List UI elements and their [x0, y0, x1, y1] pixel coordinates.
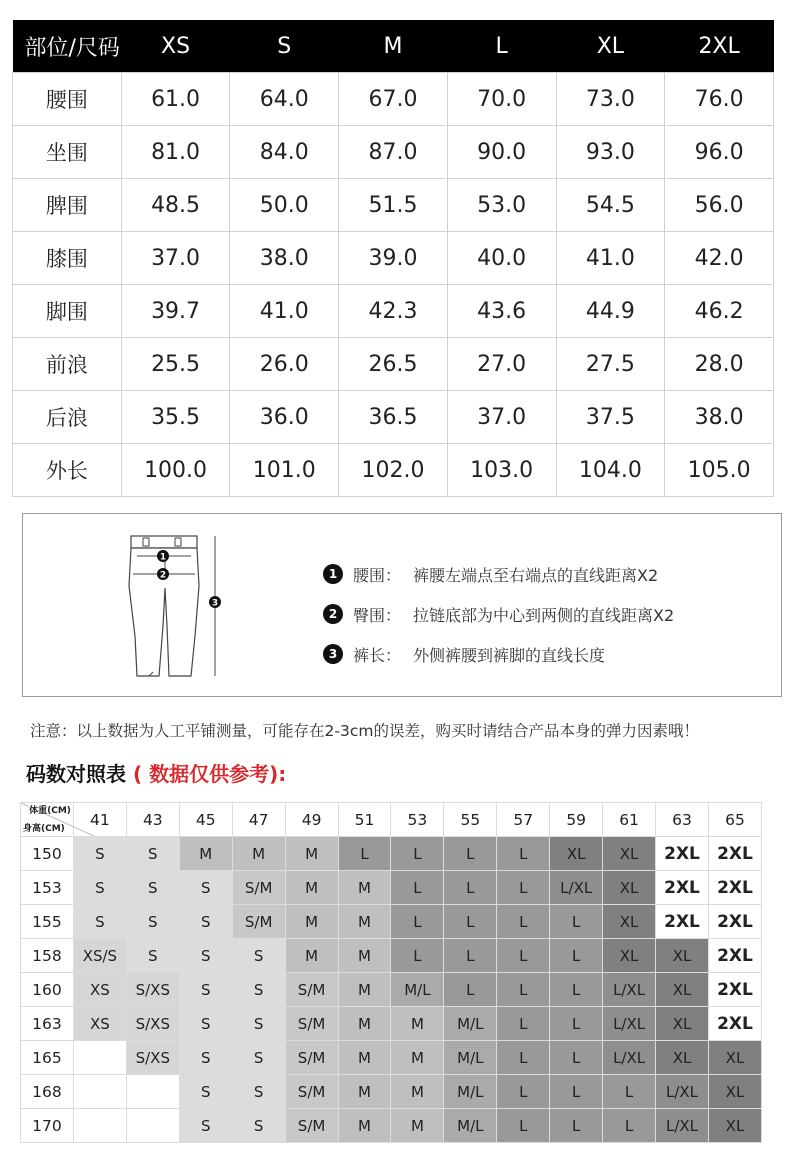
measure-label: 外长 [13, 444, 122, 497]
size-cell: M [285, 871, 338, 905]
size-cell: L/XL [656, 1109, 709, 1143]
size-cell: L [497, 871, 550, 905]
number-badge-icon: 2 [323, 604, 343, 624]
size-cell: L/XL [603, 1041, 656, 1075]
measure-value: 70.0 [447, 73, 556, 126]
measure-value: 42.0 [665, 232, 774, 285]
size-chart-title [26, 758, 286, 787]
legend-desc: 裤腰左端点至右端点的直线距离X2 [413, 565, 659, 585]
size-cell: S [232, 1007, 285, 1041]
measure-value: 105.0 [665, 444, 774, 497]
size-cell: XL [656, 1007, 709, 1041]
measure-value: 37.0 [121, 232, 230, 285]
measure-value: 37.5 [556, 391, 665, 444]
measurement-note: 注意：以上数据为人工平铺测量，可能存在2-3cm的误差，购买时请结合产品本身的弹力因素哦！ [30, 722, 699, 740]
size-cell: XL [603, 837, 656, 871]
legend-name: 臀围： [353, 605, 402, 625]
size-cell: S [179, 1109, 232, 1143]
weight-cell: 63 [656, 803, 709, 837]
size-cell: S [232, 1075, 285, 1109]
header-cell: L [447, 20, 556, 73]
height-row [21, 871, 762, 905]
size-cell: M [338, 871, 391, 905]
measure-value: 27.5 [556, 338, 665, 391]
size-cell: L [550, 973, 603, 1007]
size-table-row [13, 126, 774, 179]
size-cell [73, 1041, 126, 1075]
measure-value: 42.3 [339, 285, 448, 338]
measure-value: 39.0 [339, 232, 448, 285]
measurement-diagram-panel [22, 513, 782, 697]
measure-value: 87.0 [339, 126, 448, 179]
measure-value: 96.0 [665, 126, 774, 179]
size-cell: S [126, 939, 179, 973]
height-cell: 150 [21, 837, 74, 871]
size-cell: M [338, 1075, 391, 1109]
size-table-row [13, 391, 774, 444]
size-cell: S/XS [126, 1041, 179, 1075]
measure-value: 35.5 [121, 391, 230, 444]
size-cell [126, 1075, 179, 1109]
size-lookup-grid [20, 802, 762, 1143]
size-cell: S [73, 871, 126, 905]
size-cell: S/M [285, 1007, 338, 1041]
size-cell: L [550, 1007, 603, 1041]
size-cell: M [179, 837, 232, 871]
size-cell: L [497, 939, 550, 973]
size-cell: S [73, 837, 126, 871]
size-cell: M [338, 905, 391, 939]
weight-header-row [21, 803, 762, 837]
size-cell: S/M [285, 1075, 338, 1109]
height-cell: 160 [21, 973, 74, 1007]
size-cell: L [497, 905, 550, 939]
weight-cell: 59 [550, 803, 603, 837]
size-cell: M/L [444, 1007, 497, 1041]
size-cell: XL [550, 837, 603, 871]
size-table [12, 20, 774, 497]
measure-value: 100.0 [121, 444, 230, 497]
size-cell: M [391, 1041, 444, 1075]
measure-value: 44.9 [556, 285, 665, 338]
measure-value: 61.0 [121, 73, 230, 126]
size-cell: 2XL [708, 1007, 761, 1041]
weight-cell: 49 [285, 803, 338, 837]
header-cell: 2XL [665, 20, 774, 73]
weight-cell: 47 [232, 803, 285, 837]
size-cell: L [497, 837, 550, 871]
size-cell: S [126, 905, 179, 939]
height-row [21, 1007, 762, 1041]
height-axis-label: 身高(CM) [23, 824, 65, 834]
weight-cell: 55 [444, 803, 497, 837]
measure-label: 脚围 [13, 285, 122, 338]
measure-label: 坐围 [13, 126, 122, 179]
size-cell: L [497, 1007, 550, 1041]
measure-value: 43.6 [447, 285, 556, 338]
measure-value: 53.0 [447, 179, 556, 232]
size-cell: L/XL [656, 1075, 709, 1109]
legend-item-hip [323, 594, 674, 634]
size-table-row [13, 338, 774, 391]
size-cell: S/XS [126, 1007, 179, 1041]
number-badge-icon: 3 [323, 644, 343, 664]
size-cell: L [603, 1075, 656, 1109]
size-cell: M [232, 837, 285, 871]
size-cell: S [179, 1075, 232, 1109]
size-cell: M [338, 1109, 391, 1143]
size-cell: M [285, 837, 338, 871]
height-cell: 170 [21, 1109, 74, 1143]
marker-1: 1 [159, 552, 167, 563]
size-cell: L [497, 973, 550, 1007]
size-cell [126, 1109, 179, 1143]
legend-item-waist [323, 554, 674, 594]
size-cell: L [550, 1041, 603, 1075]
measure-value: 104.0 [556, 444, 665, 497]
size-cell: S [232, 939, 285, 973]
size-cell: S/M [285, 1109, 338, 1143]
size-cell: S [73, 905, 126, 939]
height-row [21, 939, 762, 973]
size-cell: S [232, 1041, 285, 1075]
size-cell: XL [603, 905, 656, 939]
size-cell: 2XL [708, 973, 761, 1007]
size-cell: L [550, 905, 603, 939]
weight-axis-label: 体重(CM) [29, 806, 71, 816]
measure-label: 腰围 [13, 73, 122, 126]
height-row [21, 905, 762, 939]
size-cell: L/XL [603, 1007, 656, 1041]
size-cell: XS [73, 1007, 126, 1041]
height-cell: 163 [21, 1007, 74, 1041]
size-cell: L [391, 939, 444, 973]
legend-item-length [323, 634, 674, 674]
weight-cell: 61 [603, 803, 656, 837]
measure-label: 脾围 [13, 179, 122, 232]
size-cell: L [550, 1109, 603, 1143]
header-cell: XL [556, 20, 665, 73]
measure-value: 101.0 [230, 444, 339, 497]
measure-value: 41.0 [230, 285, 339, 338]
size-cell: S/M [285, 1041, 338, 1075]
header-cell: XS [121, 20, 230, 73]
size-cell: M/L [444, 1109, 497, 1143]
size-cell: S [232, 1109, 285, 1143]
size-cell: XL [708, 1075, 761, 1109]
size-cell: 2XL [656, 871, 709, 905]
measure-value: 102.0 [339, 444, 448, 497]
size-cell: XL [603, 871, 656, 905]
size-table-row [13, 285, 774, 338]
weight-cell: 45 [179, 803, 232, 837]
number-badge-icon: 1 [323, 564, 343, 584]
size-chart-title-ref: ( 数据仅供参考): [132, 762, 287, 786]
size-cell: M/L [444, 1075, 497, 1109]
legend-name: 腰围： [353, 565, 402, 585]
height-row [21, 973, 762, 1007]
size-cell: M [391, 1109, 444, 1143]
measure-value: 46.2 [665, 285, 774, 338]
weight-cell: 43 [126, 803, 179, 837]
size-cell: S [126, 837, 179, 871]
measure-value: 76.0 [665, 73, 774, 126]
measurement-legend [323, 554, 674, 674]
measure-value: 56.0 [665, 179, 774, 232]
size-table-row [13, 232, 774, 285]
measure-value: 26.0 [230, 338, 339, 391]
measure-value: 103.0 [447, 444, 556, 497]
size-cell: XS/S [73, 939, 126, 973]
size-cell: XL [656, 973, 709, 1007]
size-cell: XL [656, 1041, 709, 1075]
size-cell: 2XL [656, 837, 709, 871]
size-cell: 2XL [708, 905, 761, 939]
measure-value: 28.0 [665, 338, 774, 391]
size-cell: 2XL [708, 871, 761, 905]
height-cell: 158 [21, 939, 74, 973]
size-cell: M [338, 1041, 391, 1075]
size-chart-title-main: 码数对照表 [26, 762, 126, 786]
size-cell: S [179, 1007, 232, 1041]
measure-value: 73.0 [556, 73, 665, 126]
height-row [21, 1109, 762, 1143]
height-row [21, 1041, 762, 1075]
header-cell: 部位/尺码 [13, 20, 122, 73]
measure-value: 93.0 [556, 126, 665, 179]
size-cell: S [179, 1041, 232, 1075]
size-cell: M/L [391, 973, 444, 1007]
legend-desc: 外侧裤腰到裤脚的直线长度 [413, 645, 606, 665]
measure-value: 25.5 [121, 338, 230, 391]
measure-value: 67.0 [339, 73, 448, 126]
size-cell: L [497, 1075, 550, 1109]
size-cell: XL [603, 939, 656, 973]
marker-3: 3 [211, 598, 219, 609]
size-table-row [13, 73, 774, 126]
measure-label: 膝围 [13, 232, 122, 285]
marker-2: 2 [159, 570, 167, 581]
size-cell: M [338, 939, 391, 973]
size-cell: XL [708, 1109, 761, 1143]
measure-label: 前浪 [13, 338, 122, 391]
measure-value: 54.5 [556, 179, 665, 232]
size-cell: L [550, 939, 603, 973]
corner-cell [21, 803, 74, 837]
size-cell: S/XS [126, 973, 179, 1007]
size-cell: L [550, 1075, 603, 1109]
size-cell: XL [708, 1041, 761, 1075]
weight-cell: 53 [391, 803, 444, 837]
measure-value: 51.5 [339, 179, 448, 232]
legend-desc: 拉链底部为中心到两侧的直线距离X2 [413, 605, 675, 625]
weight-cell: 65 [708, 803, 761, 837]
height-cell: 155 [21, 905, 74, 939]
size-cell: L [603, 1109, 656, 1143]
size-cell: S [126, 871, 179, 905]
size-cell: L/XL [550, 871, 603, 905]
measure-value: 39.7 [121, 285, 230, 338]
measure-value: 48.5 [121, 179, 230, 232]
measure-value: 84.0 [230, 126, 339, 179]
header-cell: M [339, 20, 448, 73]
size-cell [73, 1109, 126, 1143]
size-cell: S [232, 973, 285, 1007]
height-cell: 168 [21, 1075, 74, 1109]
size-cell: M [391, 1075, 444, 1109]
measure-value: 38.0 [230, 232, 339, 285]
size-cell: M [338, 1007, 391, 1041]
measure-label: 后浪 [13, 391, 122, 444]
size-cell: 2XL [708, 837, 761, 871]
measure-value: 26.5 [339, 338, 448, 391]
size-table-row [13, 444, 774, 497]
size-cell: XL [656, 939, 709, 973]
measure-value: 36.5 [339, 391, 448, 444]
height-row [21, 837, 762, 871]
size-cell: L [497, 1041, 550, 1075]
measure-value: 90.0 [447, 126, 556, 179]
measure-value: 36.0 [230, 391, 339, 444]
size-table-row [13, 179, 774, 232]
size-table-header [13, 20, 774, 73]
height-row [21, 1075, 762, 1109]
size-cell: L [444, 973, 497, 1007]
size-cell: L [391, 905, 444, 939]
size-cell: M [285, 939, 338, 973]
size-cell: M [338, 973, 391, 1007]
size-cell: L [444, 905, 497, 939]
measure-value: 37.0 [447, 391, 556, 444]
measure-value: 27.0 [447, 338, 556, 391]
size-cell: M [285, 905, 338, 939]
size-cell: L [497, 1109, 550, 1143]
height-cell: 153 [21, 871, 74, 905]
measure-value: 50.0 [230, 179, 339, 232]
size-cell: 2XL [656, 905, 709, 939]
size-cell: S/M [232, 905, 285, 939]
size-cell: S/M [232, 871, 285, 905]
weight-cell: 57 [497, 803, 550, 837]
size-cell: M/L [444, 1041, 497, 1075]
size-cell: S [179, 905, 232, 939]
size-cell: S/M [285, 973, 338, 1007]
pants-outline-icon [123, 526, 253, 686]
size-cell: L [444, 939, 497, 973]
size-cell: 2XL [708, 939, 761, 973]
size-cell: L [391, 837, 444, 871]
size-cell: S [179, 973, 232, 1007]
legend-name: 裤长： [353, 645, 402, 665]
size-cell: L/XL [603, 973, 656, 1007]
height-cell: 165 [21, 1041, 74, 1075]
header-cell: S [230, 20, 339, 73]
measure-value: 81.0 [121, 126, 230, 179]
measure-value: 64.0 [230, 73, 339, 126]
size-cell: S [179, 871, 232, 905]
size-cell [73, 1075, 126, 1109]
size-cell: L [391, 871, 444, 905]
size-cell: M [391, 1007, 444, 1041]
size-cell: L [444, 871, 497, 905]
size-cell: L [444, 837, 497, 871]
measure-value: 38.0 [665, 391, 774, 444]
size-cell: XS [73, 973, 126, 1007]
measure-value: 41.0 [556, 232, 665, 285]
weight-cell: 41 [73, 803, 126, 837]
measure-value: 40.0 [447, 232, 556, 285]
size-cell: S [179, 939, 232, 973]
size-cell: L [338, 837, 391, 871]
weight-cell: 51 [338, 803, 391, 837]
